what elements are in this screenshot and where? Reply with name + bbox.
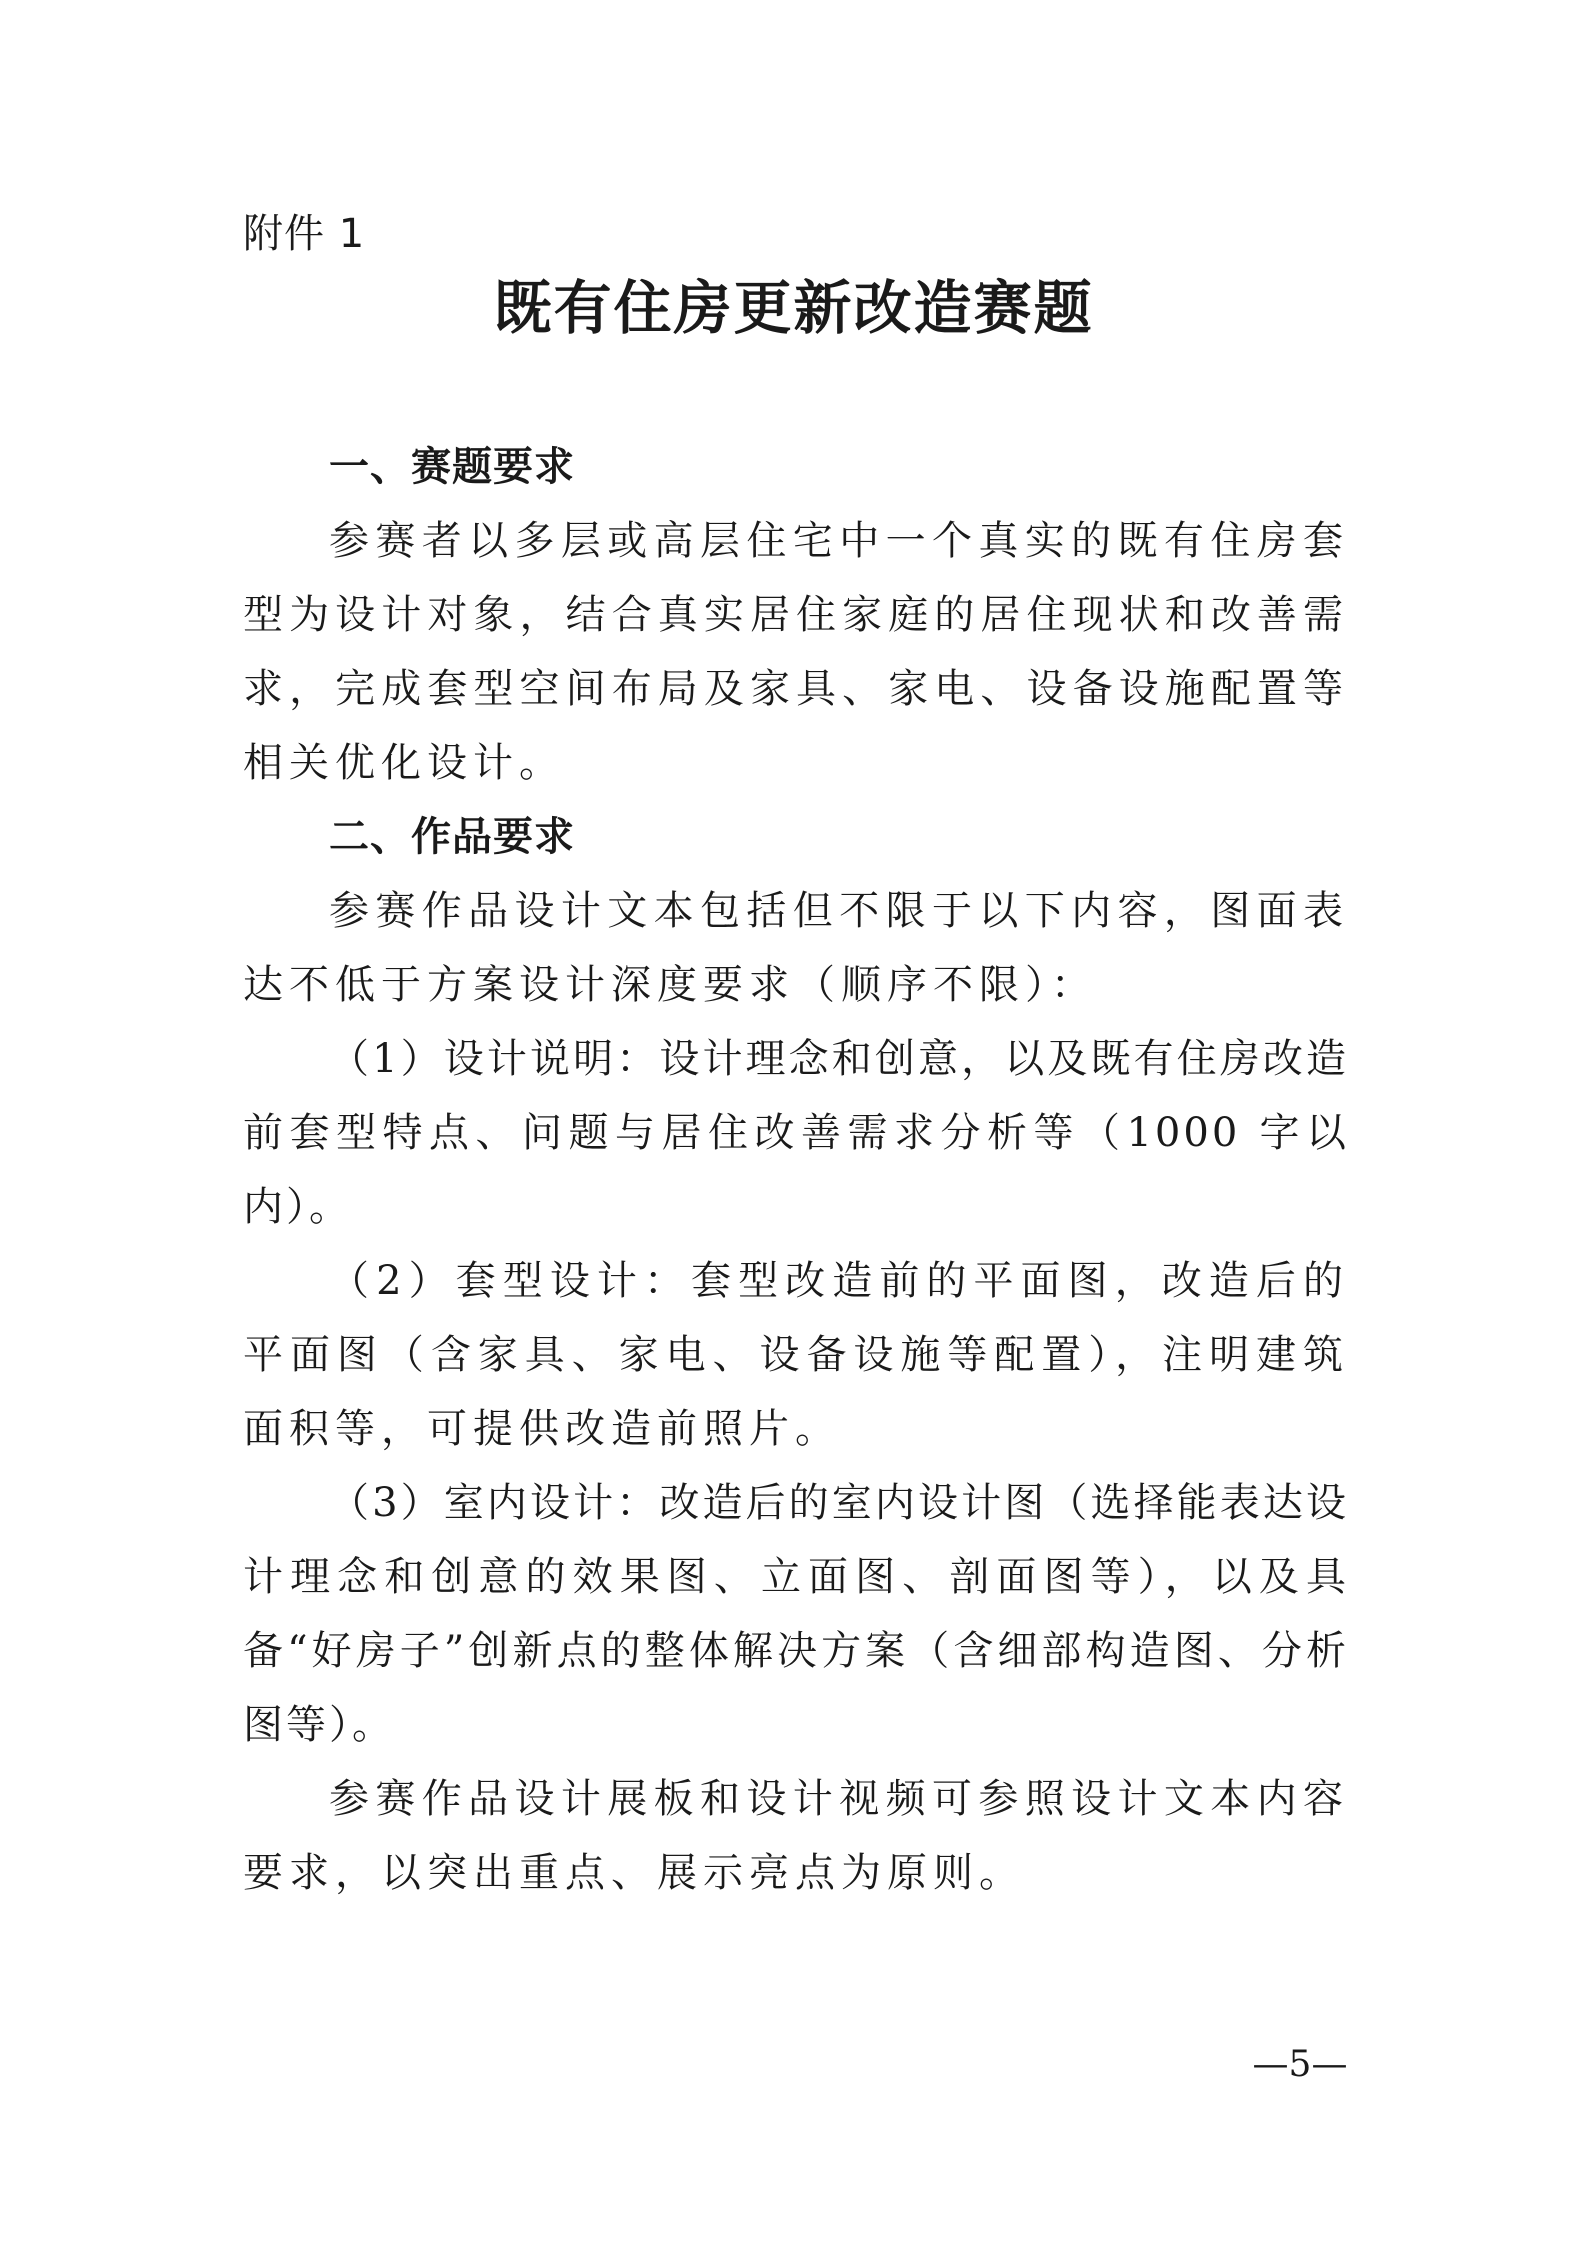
section-heading-work-requirements: 二、作品要求 <box>329 814 575 860</box>
paragraph-item-unit-design: （2）套型设计：套型改造前的平面图，改造后的平面图（含家具、家电、设备设施等配置），注明建筑面积等，可提供改造前照片。 <box>243 1258 1349 1452</box>
paragraph-work-intro: 参赛作品设计文本包括但不限于以下内容，图面表达不低于方案设计深度要求（顺序不限）： <box>243 888 1349 1008</box>
paragraph-closing: 参赛作品设计展板和设计视频可参照设计文本内容要求，以突出重点、展示亮点为原则。 <box>243 1776 1349 1896</box>
paragraph-item-design-description: （1）设计说明：设计理念和创意，以及既有住房改造前套型特点、问题与居住改善需求分析等（1000 字以内）。 <box>243 1036 1349 1230</box>
document-body <box>243 430 1349 1910</box>
paragraph-item-interior-design: （3）室内设计：改造后的室内设计图（选择能表达设计理念和创意的效果图、立面图、剖面图等），以及具备“好房子”创新点的整体解决方案（含细部构造图、分析图等）。 <box>243 1480 1349 1748</box>
attachment-label: 附件 1 <box>243 211 366 257</box>
section-heading-requirements: 一、赛题要求 <box>329 444 575 490</box>
paragraph-requirements: 参赛者以多层或高层住宅中一个真实的既有住房套型为设计对象，结合真实居住家庭的居住现状和改善需求，完成套型空间布局及家具、家电、设备设施配置等相关优化设计。 <box>243 518 1349 786</box>
document-title: 既有住房更新改造赛题 <box>493 274 1094 342</box>
page-number: —5— <box>1252 2044 1348 2085</box>
